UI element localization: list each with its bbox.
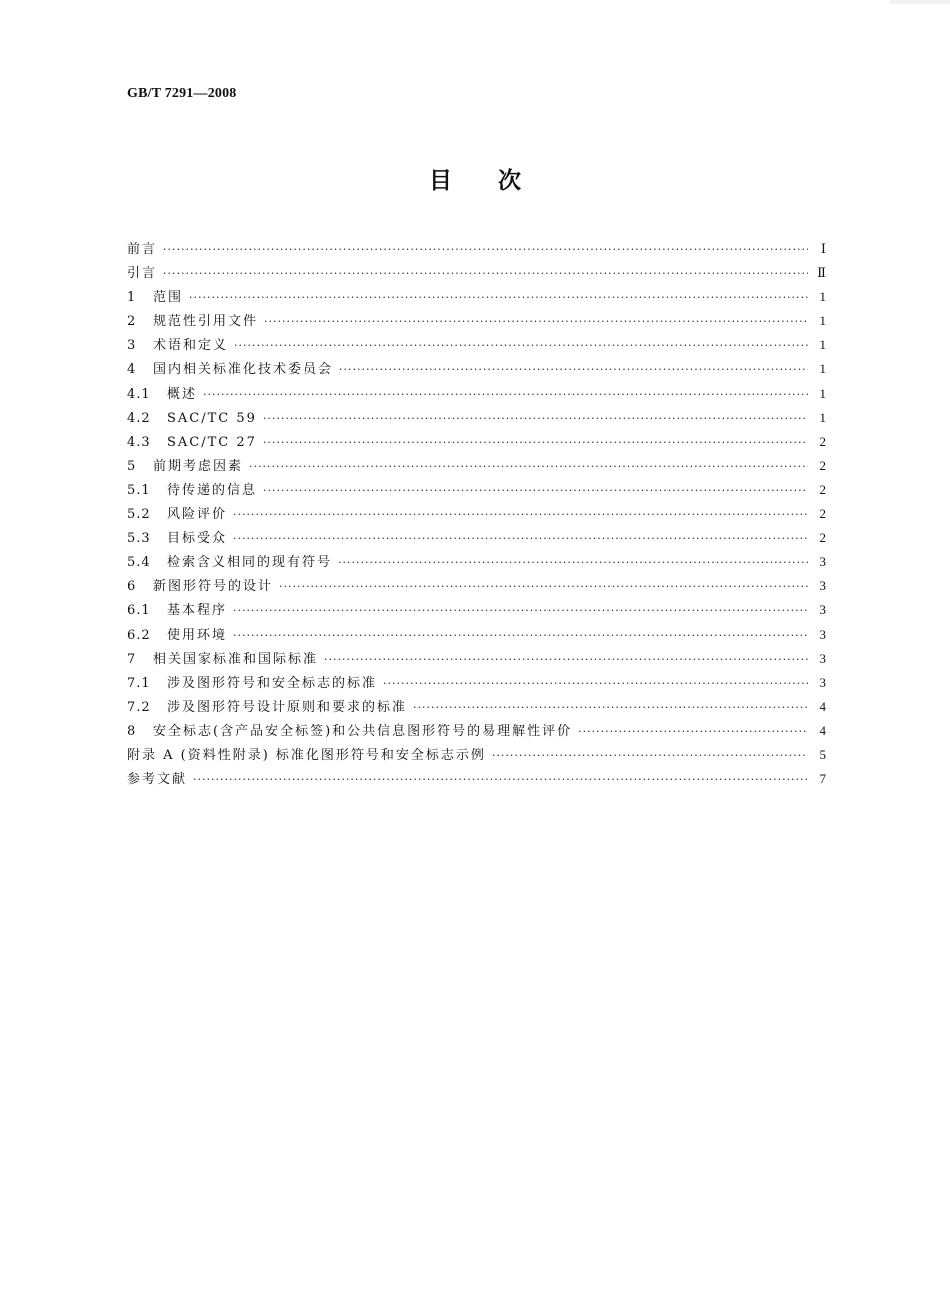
toc-entry[interactable] xyxy=(127,285,826,309)
toc-entry-page: 2 xyxy=(819,481,826,497)
toc-entry-page: 3 xyxy=(819,674,826,690)
toc-entry-label: 风险评价 xyxy=(167,507,228,523)
toc-entry[interactable] xyxy=(127,574,826,598)
toc-entry-page: 7 xyxy=(819,771,826,787)
toc-entry-page: 5 xyxy=(819,746,826,762)
toc-leader-dots xyxy=(233,527,808,551)
toc-entry-number: 7 xyxy=(127,651,137,667)
toc-entry-label: 新图形符号的设计 xyxy=(153,579,274,595)
toc-entry-page: Ⅰ xyxy=(820,241,826,256)
toc-leader-dots xyxy=(233,599,808,623)
toc-entry-number: 5.1 xyxy=(127,482,151,498)
toc-entry[interactable] xyxy=(127,623,826,647)
toc-entry-page: 3 xyxy=(819,650,826,666)
toc-leader-dots xyxy=(492,744,808,768)
table-of-contents xyxy=(127,237,826,791)
toc-entry[interactable] xyxy=(127,743,826,767)
toc-leader-dots xyxy=(263,407,808,431)
toc-entry-number: 6.1 xyxy=(127,603,151,619)
toc-leader-dots xyxy=(263,479,808,503)
toc-leader-dots xyxy=(189,286,808,310)
toc-entry[interactable] xyxy=(127,719,826,743)
toc-entry[interactable] xyxy=(127,382,826,406)
standard-number: GB/T 7291—2008 xyxy=(127,86,237,101)
toc-entry-label: SAC/TC 27 xyxy=(167,434,257,450)
toc-entry-number: 4.1 xyxy=(127,386,151,402)
toc-entry[interactable] xyxy=(127,647,826,671)
toc-entry-label: 前期考虑因素 xyxy=(153,458,244,474)
toc-leader-dots xyxy=(249,455,808,479)
toc-entry[interactable] xyxy=(127,598,826,622)
toc-entry-label: 目标受众 xyxy=(167,531,228,547)
toc-entry-label: 待传递的信息 xyxy=(167,482,258,498)
toc-entry[interactable] xyxy=(127,430,826,454)
toc-entry-label: 基本程序 xyxy=(167,603,228,619)
toc-entry-number: 5.2 xyxy=(127,507,151,523)
toc-entry[interactable] xyxy=(127,526,826,550)
toc-entry-number: 8 xyxy=(127,723,137,739)
toc-leader-dots xyxy=(203,383,808,407)
toc-entry-label: 涉及图形符号设计原则和要求的标准 xyxy=(167,699,408,715)
toc-entry-label: 使用环境 xyxy=(167,627,228,643)
scan-corner-mark xyxy=(890,0,950,4)
toc-entry-label: 前言 xyxy=(127,242,158,257)
toc-leader-dots xyxy=(324,648,808,672)
toc-entry-page: 1 xyxy=(819,361,826,377)
toc-entry[interactable] xyxy=(127,478,826,502)
toc-entry-label: 规范性引用文件 xyxy=(153,314,259,330)
toc-leader-dots xyxy=(233,624,808,648)
toc-entry[interactable] xyxy=(127,333,826,357)
toc-leader-dots xyxy=(193,768,808,792)
toc-entry[interactable] xyxy=(127,261,826,285)
toc-leader-dots xyxy=(263,431,808,455)
toc-entry[interactable] xyxy=(127,454,826,478)
toc-title: 目次 xyxy=(429,168,567,194)
toc-entry-label: 参考文献 xyxy=(127,772,188,788)
toc-leader-dots xyxy=(339,358,808,382)
toc-entry-page: 1 xyxy=(819,289,826,305)
toc-entry-page: 2 xyxy=(819,530,826,546)
toc-entry[interactable] xyxy=(127,406,826,430)
toc-entry-page: Ⅱ xyxy=(817,265,826,281)
toc-entry[interactable] xyxy=(127,357,826,381)
toc-entry-number: 4 xyxy=(127,362,137,378)
toc-entry-label: 概述 xyxy=(167,386,198,402)
toc-entry[interactable] xyxy=(127,550,826,574)
toc-entry[interactable] xyxy=(127,502,826,526)
toc-entry-label: SAC/TC 59 xyxy=(167,410,257,426)
toc-leader-dots xyxy=(338,551,808,575)
toc-entry-label: 国内相关标准化技术委员会 xyxy=(153,362,334,378)
toc-entry-page: 3 xyxy=(819,626,826,642)
toc-entry-page: 1 xyxy=(819,337,826,353)
toc-entry-number: 6 xyxy=(127,579,137,595)
toc-entry-number: 2 xyxy=(127,314,137,330)
toc-leader-dots xyxy=(163,262,808,286)
toc-entry-label: 附录 A (资料性附录) 标准化图形符号和安全标志示例 xyxy=(127,747,486,763)
toc-leader-dots xyxy=(578,720,808,744)
toc-entry-page: 3 xyxy=(819,602,826,618)
toc-entry-number: 5.3 xyxy=(127,531,151,547)
toc-entry-number: 1 xyxy=(127,290,137,306)
toc-entry-page: 1 xyxy=(819,313,826,329)
toc-entry-label: 涉及图形符号和安全标志的标准 xyxy=(167,675,378,691)
toc-entry-number: 4.2 xyxy=(127,410,151,426)
toc-entry-page: 2 xyxy=(819,457,826,473)
toc-entry[interactable] xyxy=(127,237,826,261)
toc-entry-page: 3 xyxy=(819,578,826,594)
toc-leader-dots xyxy=(279,575,808,599)
toc-entry-number: 5.4 xyxy=(127,555,151,571)
toc-leader-dots xyxy=(264,310,808,334)
toc-entry-label: 术语和定义 xyxy=(153,338,229,354)
toc-entry-page: 1 xyxy=(819,385,826,401)
toc-entry[interactable] xyxy=(127,309,826,333)
toc-entry-label: 引言 xyxy=(127,266,158,282)
toc-entry-page: 4 xyxy=(819,698,826,714)
toc-entry-page: 3 xyxy=(819,554,826,570)
toc-entry-label: 范围 xyxy=(153,290,184,306)
toc-entry[interactable] xyxy=(127,695,826,719)
toc-entry-page: 4 xyxy=(819,722,826,738)
toc-entry-number: 5 xyxy=(127,458,137,474)
toc-leader-dots xyxy=(413,696,808,720)
toc-leader-dots xyxy=(233,503,808,527)
toc-entry-label: 检索含义相同的现有符号 xyxy=(167,555,333,571)
toc-entry[interactable] xyxy=(127,671,826,695)
toc-entry-number: 4.3 xyxy=(127,434,151,450)
toc-entry-number: 7.1 xyxy=(127,675,151,691)
toc-leader-dots xyxy=(383,672,808,696)
toc-entry-label: 相关国家标准和国际标准 xyxy=(153,651,319,667)
toc-entry-page: 2 xyxy=(819,506,826,522)
toc-entry-page: 2 xyxy=(819,433,826,449)
toc-leader-dots xyxy=(163,238,808,262)
toc-entry-number: 3 xyxy=(127,338,137,354)
toc-entry-number: 6.2 xyxy=(127,627,151,643)
toc-entry-label: 安全标志(含产品安全标签)和公共信息图形符号的易理解性评价 xyxy=(153,723,573,739)
toc-entry[interactable] xyxy=(127,767,826,791)
toc-leader-dots xyxy=(234,334,808,358)
toc-entry-number: 7.2 xyxy=(127,699,151,715)
toc-entry-page: 1 xyxy=(819,409,826,425)
